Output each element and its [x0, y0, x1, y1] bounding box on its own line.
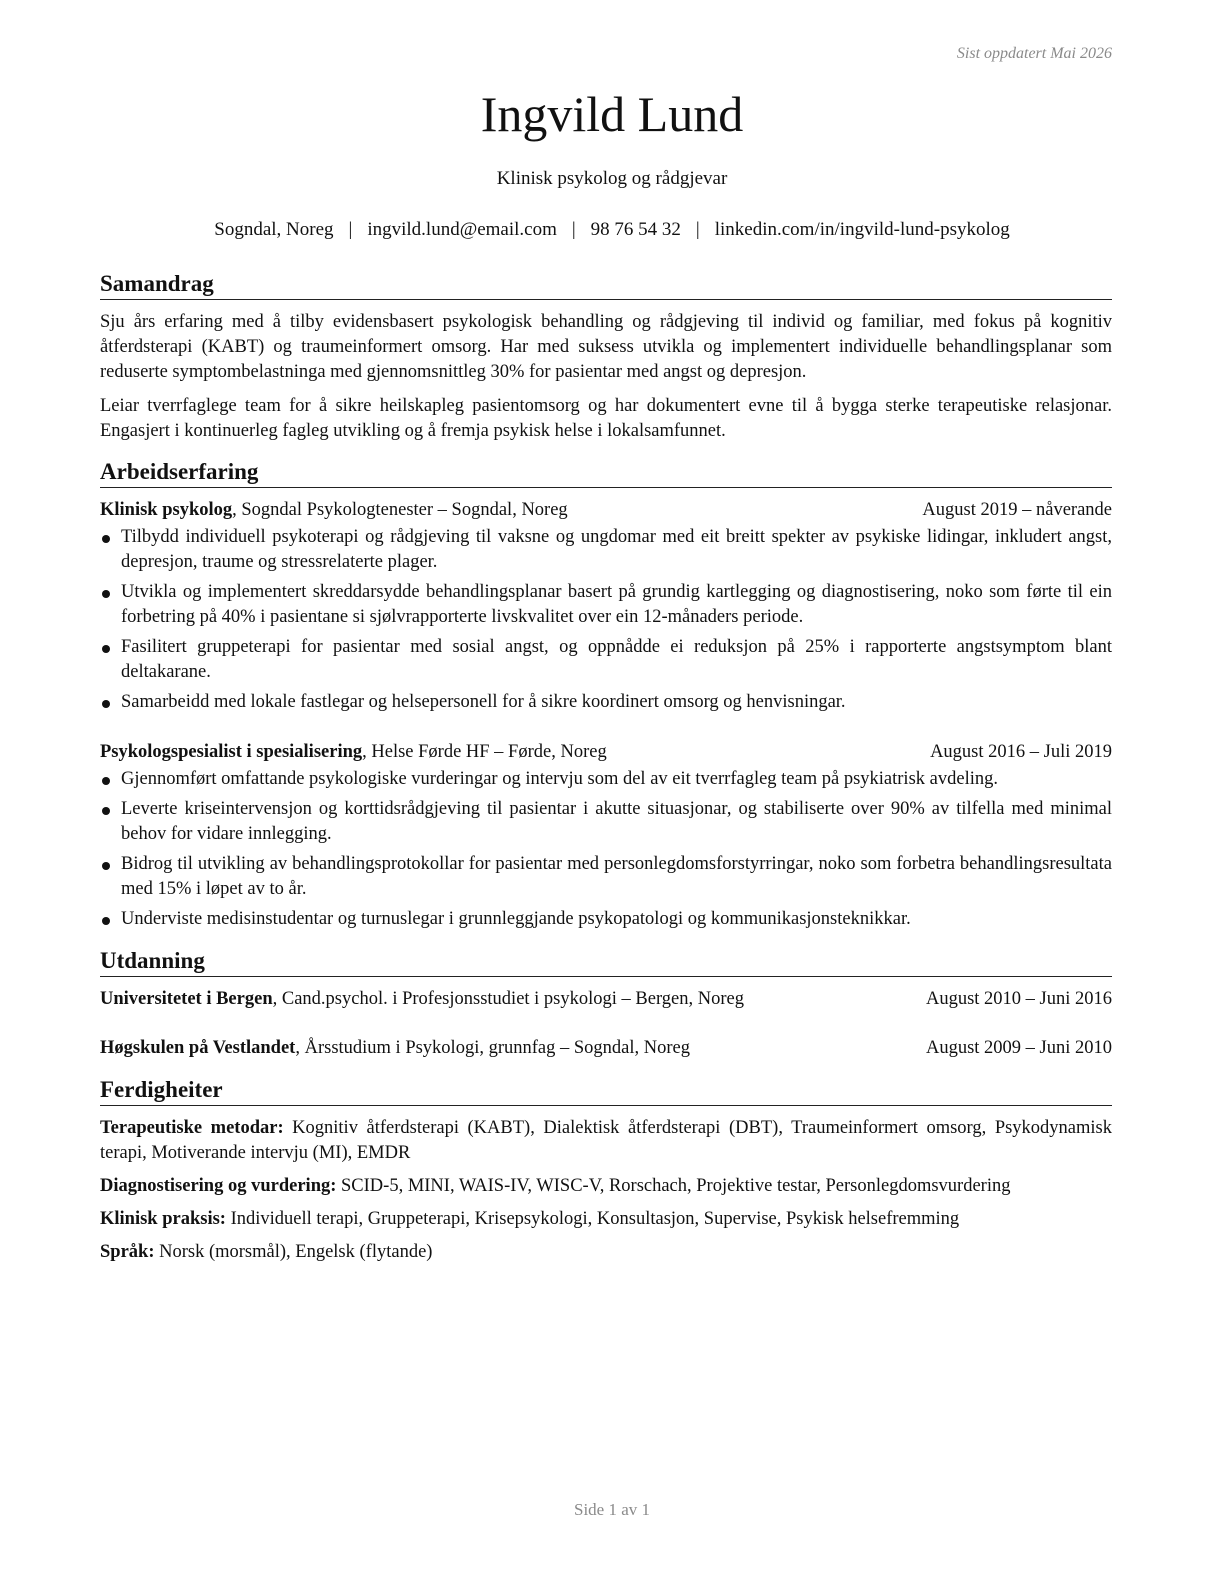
section-title-skills: Ferdigheiter — [100, 1075, 1112, 1106]
education-school: Høgskulen på Vestlandet — [100, 1038, 296, 1058]
job-entry — [100, 498, 1112, 715]
job-bullets — [100, 525, 1112, 715]
bullet-text: Tilbydd individuell psykoterapi og rådgjeving til vaksne og ungdomar med eit breitt spekter av psykiske lidingar, inkludert angst, depresjon, traume og stressrelaterte plager. — [121, 527, 1112, 572]
skill-row — [100, 1174, 1112, 1199]
job-header — [100, 740, 1112, 765]
section-title-summary: Samandrag — [100, 269, 1112, 300]
bullet-icon — [102, 917, 110, 925]
job-bullet — [100, 580, 1112, 630]
bullet-icon — [102, 590, 110, 598]
section-title-experience: Arbeidserfaring — [100, 457, 1112, 488]
job-bullet — [100, 635, 1112, 685]
job-entry — [100, 740, 1112, 932]
skill-label: Språk: — [100, 1242, 155, 1262]
bullet-text: Gjennomført omfattande psykologiske vurderingar og intervju som del av eit tverrfagleg team på psykiatrisk avdeling. — [121, 769, 998, 789]
skill-label: Terapeutiske metodar: — [100, 1118, 284, 1138]
job-role: Psykologspesialist i spesialisering — [100, 742, 363, 762]
section-title-education: Utdanning — [100, 946, 1112, 977]
last-updated: Sist oppdatert Mai 2026 — [956, 45, 1112, 62]
job-org: , Sogndal Psykologtenester – Sogndal, Noreg — [232, 500, 568, 520]
job-header — [100, 498, 1112, 523]
job-bullet — [100, 525, 1112, 575]
skill-value: SCID-5, MINI, WAIS-IV, WISC-V, Rorschach, Projektive testar, Personlegdomsvurdering — [336, 1176, 1011, 1196]
job-role: Klinisk psykolog — [100, 500, 233, 520]
job-bullet — [100, 852, 1112, 902]
job-title: Klinisk psykolog og rådgjevar — [496, 168, 728, 189]
summary-paragraph: Leiar tverrfaglege team for å sikre heilskapleg pasientomsorg og har dokumentert evne til å bygga sterke terapeutiske relasjonar. Engasjert i kontinuerleg fagleg utvikling og å fremja psykisk helse i lokalsamfunnet. — [100, 396, 1112, 441]
education-detail: , Cand.psychol. i Profesjonsstudiet i psykologi – Bergen, Noreg — [272, 989, 744, 1009]
skill-label: Diagnostisering og vurdering: — [100, 1176, 337, 1196]
job-org: , Helse Førde HF – Førde, Noreg — [362, 742, 607, 762]
skill-value: Norsk (morsmål), Engelsk (flytande) — [154, 1242, 433, 1262]
bullet-icon — [102, 807, 110, 815]
contact-email[interactable]: ingvild.lund@email.com — [367, 219, 557, 240]
bullet-icon — [102, 862, 110, 870]
job-bullet — [100, 797, 1112, 847]
page-number: Side 1 av 1 — [573, 1500, 651, 1519]
skill-value: Kognitiv åtferdsterapi (KABT), Dialektisk åtferdsterapi (DBT), Traumeinformert omsorg, Psykodynamisk terapi, Motiverande intervju (MI), EMDR — [100, 1118, 1112, 1163]
skill-row — [100, 1240, 1112, 1265]
skill-row — [100, 1207, 1112, 1232]
skill-row — [100, 1116, 1112, 1166]
contact-phone: 98 76 54 32 — [590, 219, 681, 240]
contact-location: Sogndal, Noreg — [214, 219, 334, 240]
bullet-text: Underviste medisinstudentar og turnuslegar i grunnleggjande psykopatologi og kommunikasjonsteknikkar. — [121, 909, 911, 929]
bullet-text: Bidrog til utvikling av behandlingsprotokollar for pasientar med personlegdomsforstyrringar, noko som forbetra behandlingsresultata med 15% i løpet av to år. — [121, 854, 1112, 899]
job-bullets — [100, 767, 1112, 932]
skill-value: Individuell terapi, Gruppeterapi, Krisepsykologi, Konsultasjon, Supervise, Psykisk helsefremming — [225, 1209, 960, 1229]
education-entry — [100, 1036, 1112, 1061]
bullet-icon — [102, 645, 110, 653]
contact-linkedin[interactable]: linkedin.com/in/ingvild-lund-psykolog — [714, 219, 1010, 240]
contact-line — [0, 219, 1224, 241]
education-detail: , Årsstudium i Psykologi, grunnfag – Sogndal, Noreg — [295, 1038, 690, 1058]
education-school: Universitetet i Bergen — [100, 989, 273, 1009]
contact-separator: | — [348, 219, 353, 240]
education-dates: August 2009 – Juni 2010 — [925, 1038, 1112, 1058]
bullet-icon — [102, 535, 110, 543]
skill-label: Klinisk praksis: — [100, 1209, 226, 1229]
job-dates: August 2019 – nåverande — [922, 500, 1112, 520]
education-entry — [100, 987, 1112, 1012]
education-dates: August 2010 – Juni 2016 — [925, 989, 1112, 1009]
job-dates: August 2016 – Juli 2019 — [930, 742, 1112, 762]
contact-separator: | — [695, 219, 700, 240]
contact-separator: | — [571, 219, 576, 240]
person-name: Ingvild Lund — [480, 86, 744, 142]
bullet-text: Leverte kriseintervensjon og korttidsrådgjeving til pasientar i akutte situasjonar, og stabiliserte over 90% av tilfella med minimal behov for vidare innlegging. — [121, 799, 1112, 844]
resume-content — [100, 269, 1112, 1273]
job-bullet — [100, 907, 1112, 932]
summary-paragraph: Sju års erfaring med å tilby evidensbasert psykologisk behandling og rådgjeving til individ og familiar, med fokus på kognitiv åtferdsterapi (KABT) og traumeinformert omsorg. Har med suksess utvikla og implementert individuelle behandlingsplanar som reduserte symptombelastninga med gjennomsnittleg 30% for pasientar med angst og depresjon. — [100, 312, 1112, 382]
job-bullet — [100, 690, 1112, 715]
bullet-icon — [102, 700, 110, 708]
bullet-text: Fasilitert gruppeterapi for pasientar med sosial angst, og oppnådde ei reduksjon på 25% i rapporterte angstsymptom blant deltakarane. — [121, 637, 1112, 682]
bullet-text: Samarbeidd med lokale fastlegar og helsepersonell for å sikre koordinert omsorg og henvisningar. — [121, 692, 846, 712]
bullet-icon — [102, 777, 110, 785]
bullet-text: Utvikla og implementert skreddarsydde behandlingsplanar basert på grundig kartlegging og diagnostisering, noko som førte til ein forbetring på 40% i pasientane si sjølvrapporterte livskvalitet over ein 12-månaders periode. — [121, 582, 1112, 627]
job-bullet — [100, 767, 1112, 792]
